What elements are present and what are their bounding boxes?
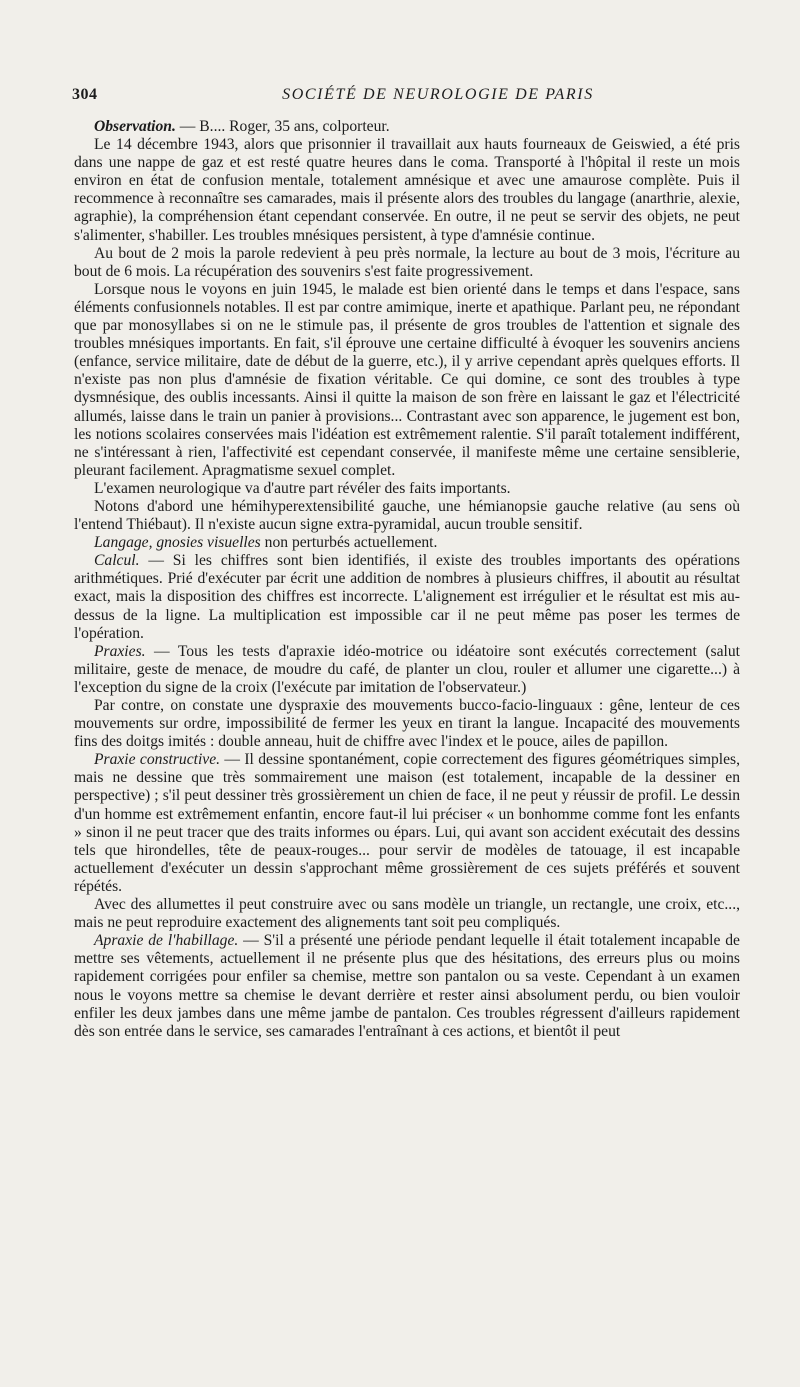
paragraph-text: — Il dessine spontanément, copie correctement des figures géométriques simples, mais ne dessine que très sommairement une maison (est totalement, incapable de la dessiner en perspective) ; s'il peut dessiner très grossièrement un chien de face, il ne peut y réussir de profil. Le dessin d'un homme est extrêmement enfantin, encore faut-il lui préciser « un bonhomme comme font les enfants » sinon il ne peut tracer que des traits informes ou épars. Lui, qui avant son accident exécutait des dessins tels que hirondelles, tête de peaux-rouges... pour servir de modèles de tatouage, il est incapable actuellement d'exécuter un dessin s'approchant même grossièrement de ces sujets préférés et souvent répétés.	[74, 751, 741, 895]
page-number: 304	[72, 86, 98, 103]
paragraph-current-state	[74, 281, 740, 480]
paragraph-text: — B.... Roger, 35 ans, colporteur.	[175, 118, 390, 135]
paragraph-calcul	[74, 552, 740, 642]
paragraph-habillage	[74, 932, 740, 1041]
page-header	[72, 86, 744, 110]
paragraph-lead: Calcul.	[94, 552, 140, 570]
paragraph-lead: Observation.	[94, 118, 176, 135]
paragraph-text: Notons d'abord une hémihyperextensibilité gauche, une hémianopsie gauche relative (au sens où l'entend Thiébaut). Il n'existe aucun signe extra-pyramidal, aucun trouble sensitif.	[74, 497, 740, 534]
paragraph-praxie-constructive	[74, 751, 740, 896]
paragraph-allumettes	[74, 896, 740, 932]
paragraph-text: non perturbés actuellement.	[260, 534, 438, 552]
paragraph-neuro-exam	[74, 480, 740, 498]
paragraph-observation	[74, 118, 740, 136]
paragraph-text: Par contre, on constate une dyspraxie des mouvements bucco-facio-linguaux : gêne, lenteur de ces mouvements sur ordre, impossibilité de fermer les yeux en tirant la langue. Incapacité des mouvements fins des doitgs imités : double anneau, huit de chiffre avec l'index et le pouce, ailes de papillon.	[74, 697, 740, 751]
paragraph-signs	[74, 498, 740, 534]
paragraph-text: — Si les chiffres sont bien identifiés, il existe des troubles importants des opérations arithmétiques. Prié d'exécuter par écrit une addition de nombres à plusieurs chiffres, il aboutit au résultat exact, mais la disposition des chiffres est incorrecte. L'alignement est irrégulier et le résultat est mis au-dessus de la ligne. La multiplication est impossible car il ne peut même pas poser les termes de l'opération.	[74, 552, 740, 642]
running-head: SOCIÉTÉ DE NEUROLOGIE DE PARIS	[282, 86, 594, 103]
paragraph-history	[74, 136, 740, 245]
paragraph-lead: Apraxie de l'habillage.	[94, 932, 239, 950]
paragraph-lead: Praxie constructive.	[94, 751, 221, 769]
paragraph-text: Au bout de 2 mois la parole redevient à peu près normale, la lecture au bout de 3 mois, l'écriture au bout de 6 mois. La récupération des souvenirs s'est faite progressivement.	[74, 244, 740, 280]
paragraph-recovery	[74, 245, 740, 281]
paragraph-text: Avec des allumettes il peut construire avec ou sans modèle un triangle, un rectangle, une croix, etc..., mais ne peut reproduire exactement des alignements tant soit peu compliqués.	[74, 896, 740, 932]
body-text	[74, 118, 740, 1041]
paragraph-text: Lorsque nous le voyons en juin 1945, le malade est bien orienté dans le temps et dans l'espace, sans éléments confusionnels notables. Il est par contre amimique, inerte et apathique. Parlant peu, ne répondant que par monosyllabes si on ne le stimule pas, il présente de gros troubles de l'attention et signale des troubles mnésiques importants. En fait, s'il éprouve une certaine difficulté à évoquer les souvenirs anciens (enfance, service militaire, date de début de la guerre, etc.), il y arrive cependant après quelques efforts. Il n'existe pas non plus d'amnésie de fixation véritable. Ce qui domine, ce sont des troubles à type dysmnésique, des oublis incessants. Ainsi il quitte la maison de son frère en laissant le gaz et l'électricité allumés, laisse dans le train un panier à provisions... Contrastant avec son apparence, le jugement est bon, les notions scolaires conservées mais l'idéation est extrêmement ralentie. S'il paraît totalement indifférent, ne s'intéressant à rien, l'affectivité est cependant conservée, il manifeste même une certaine sensiblerie, pleurant facilement. Apragmatisme sexuel complet.	[74, 280, 740, 479]
paragraph-lead: Praxies.	[94, 642, 146, 660]
paragraph-text: Le 14 décembre 1943, alors que prisonnier il travaillait aux hauts fourneaux de Geiswied, a été pris dans une nappe de gaz et est resté quatre heures dans le coma. Transporté à l'hôpital il reste un mois environ en état de confusion mentale, totalement amnésique et avec une amaurose complète. Puis il recommence à reconnaître ses camarades, mais il présente alors des troubles du langage (anarthrie, alexie, agraphie), la compréhension étant cependant conservée. En outre, il ne peut se servir des objets, ne peut s'alimenter, s'habiller. Les troubles mnésiques persistent, à type d'amnésie continue.	[74, 136, 740, 244]
paragraph-lead: Langage, gnosies visuelles	[94, 534, 261, 552]
paragraph-text: — S'il a présenté une période pendant lequelle il était totalement incapable de mettre ses vêtements, actuellement il ne présente plus que des hésitations, des erreurs plus ou moins rapidement corrigées pour enfiler sa chemise, mettre son pantalon ou sa veste. Cependant à un examen nous le voyons mettre sa chemise le devant derrière et rester ainsi absolument perdu, ou bien vouloir enfiler les deux jambes dans une même jambe de pantalon. Ces troubles régressent d'ailleurs rapidement dès son entrée dans le service, ses camarades l'entraînant à ces actions, et bientôt il peut	[74, 932, 740, 1040]
paragraph-text: L'examen neurologique va d'autre part révéler des faits importants.	[94, 479, 511, 497]
paragraph-dyspraxie	[74, 697, 740, 751]
paragraph-text: — Tous les tests d'apraxie idéo-motrice ou idéatoire sont exécutés correctement (salut militaire, geste de menace, de moudre du café, de planter un clou, rouler et allumer une cigarette...) à l'exception du signe de la croix (l'exécute par imitation de l'observateur.)	[74, 642, 740, 696]
paragraph-praxies	[74, 643, 740, 697]
paragraph-language	[74, 534, 740, 552]
